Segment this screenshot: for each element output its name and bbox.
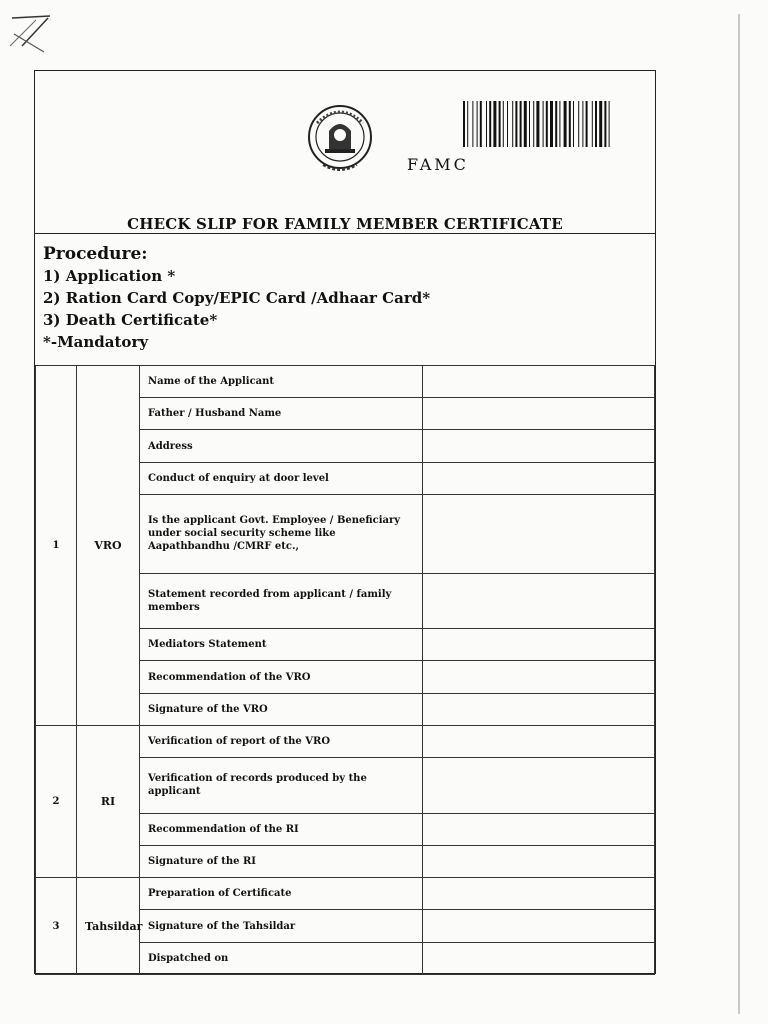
procedure-item: 3) Death Certificate*: [43, 311, 218, 329]
checklist-item-label: Name of the Applicant: [140, 366, 423, 398]
form-header: [35, 71, 655, 233]
section-number: 2: [36, 725, 77, 877]
checklist-row: [36, 725, 655, 757]
check-slip-sheet: [34, 70, 656, 974]
checklist-item-label: Address: [140, 430, 423, 462]
checklist-item-label: Signature of the Tahsildar: [140, 910, 423, 942]
section-number: 1: [36, 366, 77, 726]
checklist-entry-field[interactable]: [423, 845, 655, 877]
checklist-table: [35, 365, 655, 975]
checklist-item-label: Verification of report of the VRO: [140, 725, 423, 757]
checklist-entry-field[interactable]: [423, 398, 655, 430]
section-officer: Tahsildar: [77, 878, 140, 975]
procedure-block: [43, 243, 643, 353]
checklist-item-label: Dispatched on: [140, 942, 423, 974]
checklist-entry-field[interactable]: [423, 693, 655, 725]
title-divider: [35, 233, 655, 234]
checklist-item-label: Statement recorded from applicant / family members: [140, 573, 423, 629]
document-title: CHECK SLIP FOR FAMILY MEMBER CERTIFICATE: [127, 215, 563, 233]
procedure-item: 2) Ration Card Copy/EPIC Card /Adhaar Card*: [43, 289, 431, 307]
checklist-entry-field[interactable]: [423, 573, 655, 629]
section-number: 3: [36, 878, 77, 975]
checklist-item-label: Recommendation of the RI: [140, 813, 423, 845]
checklist-item-label: Mediators Statement: [140, 629, 423, 661]
checklist-entry-field[interactable]: [423, 813, 655, 845]
checklist-table-wrap: [35, 365, 655, 975]
barcode-icon: [461, 99, 613, 149]
checklist-item-label: Is the applicant Govt. Employee / Beneficiary under social security scheme like Aapathbandhu /CMRF etc.,: [140, 494, 423, 573]
checklist-entry-field[interactable]: [423, 878, 655, 910]
state-emblem-icon: [305, 103, 375, 177]
checklist-item-label: Verification of records produced by the applicant: [140, 758, 423, 814]
corner-pen-mark: [8, 6, 56, 56]
checklist-item-label: Recommendation of the VRO: [140, 661, 423, 693]
checklist-entry-field[interactable]: [423, 430, 655, 462]
procedure-heading: Procedure:: [43, 244, 148, 264]
section-officer: RI: [77, 725, 140, 877]
procedure-item: 1) Application *: [43, 267, 176, 285]
form-code: FAMC: [407, 155, 469, 174]
checklist-item-label: Signature of the VRO: [140, 693, 423, 725]
checklist-entry-field[interactable]: [423, 462, 655, 494]
checklist-item-label: Father / Husband Name: [140, 398, 423, 430]
page-edge-shadow: [738, 14, 740, 1014]
checklist-row: [36, 366, 655, 398]
checklist-entry-field[interactable]: [423, 758, 655, 814]
checklist-entry-field[interactable]: [423, 661, 655, 693]
checklist-entry-field[interactable]: [423, 942, 655, 974]
procedure-item: *-Mandatory: [43, 333, 149, 351]
section-officer: VRO: [77, 366, 140, 726]
checklist-item-label: Conduct of enquiry at door level: [140, 462, 423, 494]
checklist-entry-field[interactable]: [423, 629, 655, 661]
checklist-entry-field[interactable]: [423, 725, 655, 757]
checklist-item-label: Signature of the RI: [140, 845, 423, 877]
checklist-entry-field[interactable]: [423, 494, 655, 573]
checklist-row: [36, 878, 655, 910]
checklist-entry-field[interactable]: [423, 366, 655, 398]
checklist-item-label: Preparation of Certificate: [140, 878, 423, 910]
checklist-entry-field[interactable]: [423, 910, 655, 942]
